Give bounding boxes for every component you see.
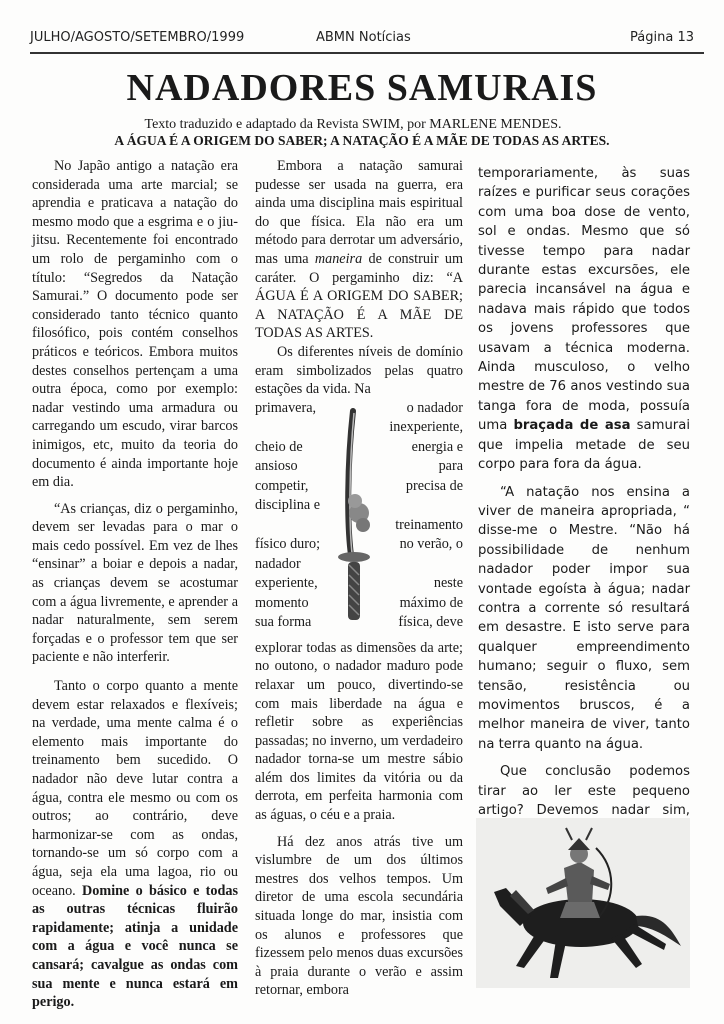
wrapped-line: precisa de [405, 477, 463, 494]
wrapped-line: competir, [255, 477, 309, 494]
paragraph: “A natação nos ensina a viver de maneira apropriada, “ disse-me o Mestre. “Não há possibilidade de nenhum nadador poder impor sua vontade egoísta à água; nadar contra a corrente só resultará em desastre. E isto serve para qualquer empreendimento humano; seguir o fluxo, sem tensão, resistência ou movimentos bruscos, é a melhor maneira de viver, tanto na terra quanto na água. [478, 484, 690, 752]
wrapped-line: cheio de [255, 438, 303, 455]
wrapped-line [255, 516, 345, 536]
samurai-horseman-illustration [476, 818, 690, 988]
wrapped-text-right [385, 399, 463, 633]
paragraph: Que conclusão podemos tirar ao ler este pequeno artigo? Devemos nadar sim, [478, 764, 690, 818]
wrapped-line: nadador [255, 555, 301, 572]
paragraph-text: de construir um caráter. O pergaminho diz: “A ÁGUA É A ORIGEM DO SABER; A NATAÇÃO É A MÃE DE TODAS AS ARTES. [255, 250, 464, 342]
samurai-horseman-icon [476, 818, 690, 988]
paragraph: No Japão antigo a natação era considerada uma arte marcial; se aprendia e praticava a natação do mesmo modo que a esgrima e o jiu-jitsu. Recentemente foi encontrado um rolo de pergaminho com o título: “Segredos da Natação Samurai.” O documento pode ser considerado tanto técnico quanto filosófico, pois contém conselhos práticos e teóricos. Embora muitos destes conselhos pertençam a uma outra época, como por exemplo: nadar vestindo uma armadura ou carregando um escudo, virar barcos inimigos, etc, muito da teoria do documento é ainda importante hoje em dia. [32, 158, 238, 491]
sword-wrap-area [255, 399, 463, 639]
wrapped-line: máximo de [399, 594, 463, 611]
wrapped-line: disciplina e [255, 497, 321, 514]
wrapped-line [255, 418, 345, 438]
wrapped-line [385, 555, 463, 575]
paragraph [255, 157, 463, 343]
paragraph [32, 677, 238, 1012]
italic-word: maneira [314, 250, 363, 267]
paragraph-text: temporariamente, às suas raízes e purificar seus corações com uma boa dose de vento, sol e ondas. Mesmo que só tivesse tempo para nadar durante estas excursões, ele parecia incansável na água e nadava mais rápido que todos os jovens professores que usavam a técnica moderna. Ainda musculoso, o velho mestre de 76 anos vestindo sua tanga fora de moda, possuía uma [478, 166, 690, 434]
article-credit: Texto traduzido e adaptado da Revista SWIM, por MARLENE MENDES. [144, 117, 562, 132]
wrapped-line: físico duro; [255, 536, 321, 553]
wrapped-line [385, 496, 463, 516]
issue-date: JULHO/AGOSTO/SETEMBRO/1999 [30, 30, 245, 45]
paragraph: Há dez anos atrás tive um vislumbre de um dos últimos mestres dos velhos tempos. Um diretor de uma escola secundária situada longe do mar, insistia com os alunos e professores que fizessem pelo menos duas excursões à praia durante o verão e assim retornar, embora [255, 833, 463, 999]
header-rule [30, 52, 704, 54]
page-header [30, 30, 694, 52]
wrapped-line: experiente, [255, 575, 318, 592]
column-2 [255, 157, 463, 1000]
wrapped-line: o nadador [406, 399, 463, 416]
publication-name: ABMN Notícias [316, 30, 411, 45]
wrapped-line: momento [255, 594, 309, 611]
paragraph-text: Tanto o corpo quanto a mente devem estar relaxados e flexíveis; na verdade, uma mente calma é o elemento mais importante do treinamento bem sucedido. O nadador não deve lutar contra a água, contra ele mesmo ou com os outros; ao contrário, deve harmonizar-se com as ondas, tornando-se um só corpo com a água, seja ela uma lagoa, rio ou oceano. [32, 678, 238, 899]
paragraph-text: Embora a natação samurai pudesse ser usada na guerra, era ainda uma disciplina mais espiritual do que física. Ela não era um método para derrotar um adversário, mas uma [255, 158, 463, 267]
wrapped-line: para [438, 458, 463, 475]
wrapped-line: treinamento [395, 516, 463, 533]
bold-phrase: braçada de asa [513, 418, 631, 434]
paragraph: explorar todas as dimensões da arte; no outono, o nadador maduro pode relaxar um pouco, divertindo-se com mais liberdade na água e refletir sobre as experiências passadas; no inverno, um verdadeiro nadador torna-se um mestre sábio além dos limites da vitória ou da derrota, em perfeita harmonia com as águas, o céu e a praia. [255, 639, 463, 824]
wrapped-line: sua forma [255, 614, 312, 631]
wrapped-line: neste [433, 575, 463, 592]
wrapped-line: física, deve [398, 614, 463, 631]
paragraph-text: samurai que impelia metade de seu corpo para fora da água. [478, 418, 690, 473]
wrapped-line: no verão, o [399, 536, 463, 553]
wrapped-line: energia e [411, 438, 463, 455]
article-title: NADADORES SAMURAIS [126, 67, 598, 109]
katana-icon [337, 405, 387, 633]
paragraph [478, 164, 690, 475]
paragraph: “As crianças, diz o pergaminho, devem ser levadas para o mar o mais cedo possível. Em vez de lhes “ensinar” a boiar e depois a nadar, as crianças devem se acostumar com a água livremente, e aprender a nadar naturalmente, sem serem forçadas e o professor tem que ser paciente e não interferir. [32, 500, 238, 666]
wrapped-text-left [255, 399, 345, 633]
bold-passage: Domine o básico e todas as outras técnicas fluirão rapidamente; atinja a unidade com a água e você nunca se cansará; cavalgue as ondas com sua mente e nunca estará em perigo. [32, 882, 239, 1011]
wrapped-line: primavera, [255, 399, 317, 416]
wrapped-line: inexperiente, [389, 419, 463, 436]
column-1 [32, 157, 238, 1012]
paragraph: Os diferentes níveis de domínio eram simbolizados pelas quatro estações da vida. Na [255, 343, 463, 398]
wrapped-line: ansioso [255, 458, 298, 475]
article-subtitle: A ÁGUA É A ORIGEM DO SABER; A NATAÇÃO É A MÃE DE TODAS AS ARTES. [114, 133, 610, 148]
page-number: Página 13 [630, 30, 694, 45]
